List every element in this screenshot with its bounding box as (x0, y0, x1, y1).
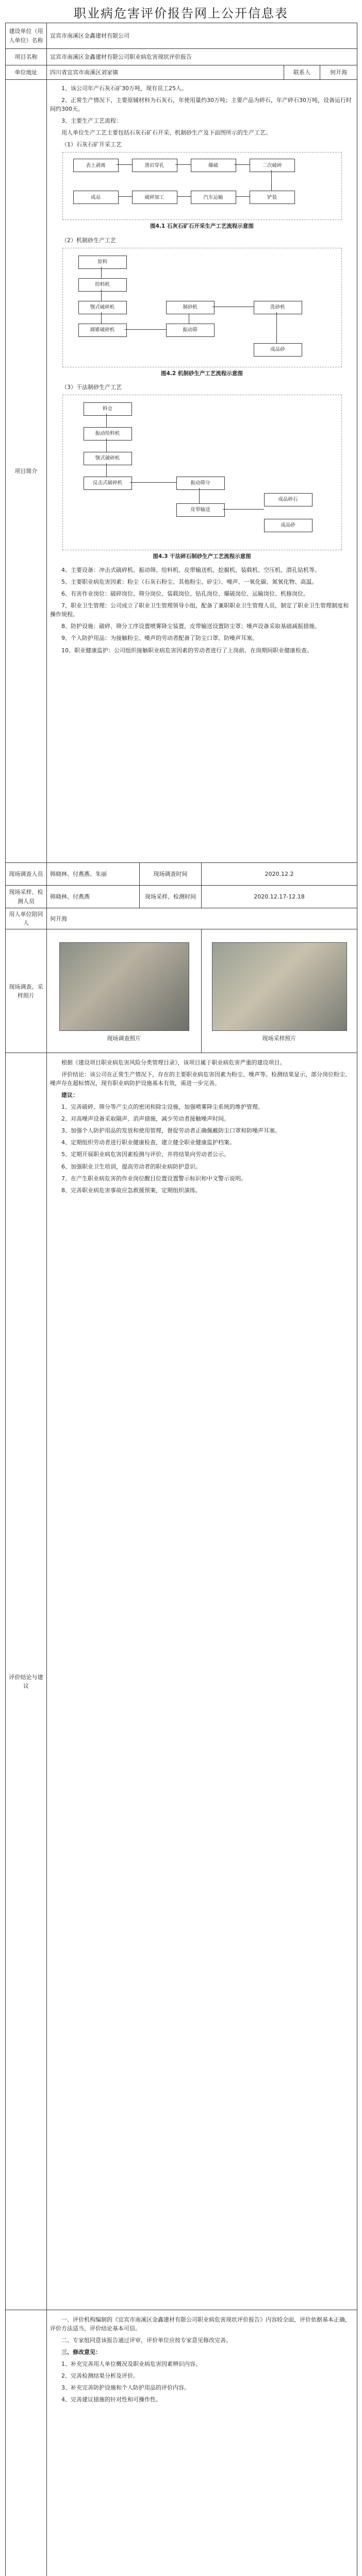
flow-arrow (101, 312, 102, 324)
address-value: 四川省宜宾市南溪区刘家镇 (47, 65, 284, 80)
flow-intro: 用人单位生产工艺主要包括石灰石矿石开采、机制砂生产及下面图所示的生产工艺。 (61, 129, 271, 137)
employer-rep-label: 用人单位陪同人 (6, 908, 47, 929)
fig2-title: （2）机制砂生产工艺 (61, 236, 116, 244)
sampling-date-label: 现场采样、检测时间 (140, 886, 202, 908)
overview-paragraph: 1、该公司年产石灰石矿30万吨，现有员工25人。 (61, 85, 187, 92)
survey-photo-cell (47, 929, 202, 1053)
flow-box: 洗砂机 (254, 301, 302, 314)
contact-value: 何开海 (320, 65, 357, 80)
conclusion-paragraph: 8、完善职业病危害事故应急救援预案，定期组织演练。 (61, 1187, 201, 1194)
survey-people: 韩晓林、付燕燕、朱丽 (47, 863, 140, 886)
overview-label: 项目简介 (6, 80, 47, 863)
table-row (6, 49, 357, 65)
client-label: 建设单位（用人单位）名称 (6, 23, 47, 49)
flow-arrow (125, 329, 166, 330)
overview-item: 4、主要设备：冲击式破碎机、振动筛、给料机、皮带输送机、挖掘机、装载机、空压机、潜孔钻机等。 (61, 567, 320, 574)
project-name-label: 项目名称 (6, 49, 47, 65)
flow-box: 二次破碎 (250, 159, 295, 172)
tech-review-paragraph: 3、补充完善防护设施和个人防护用品的评价内容。 (61, 2384, 190, 2392)
tech-review-label (6, 2310, 47, 2576)
client-value: 宜宾市南溪区金鑫建材有限公司 (47, 23, 357, 49)
table-row (6, 1053, 357, 2310)
conclusion-paragraph: 6、加强职业卫生培训，提高劳动者的职业病防护意识。 (61, 1163, 201, 1170)
survey-label: 现场调查人员 (6, 863, 47, 886)
overview-item: 10、职业健康监护：公司组织接触职业病危害因素的劳动者进行了上岗前、在岗期间职业健康检查。 (61, 647, 312, 654)
tech-review-paragraph: 4、完善建议措施的针对性和可操作性。 (61, 2396, 161, 2403)
fig3-title: （3）干法制砂生产工艺 (61, 383, 122, 391)
flow-box: 凿岩穿孔 (132, 159, 177, 172)
conclusion-content (47, 1053, 357, 2310)
flow-arrow (106, 463, 107, 477)
tech-review-paragraph: 一、评价机构编制的《宜宾市南溪区金鑫建材有限公司职业病危害现状评价报告》内容较全面，评价依据基本正确，评价方法适当，评价结论基本可信。 (50, 2316, 351, 2332)
flow-box: 圆锥破碎机 (78, 324, 127, 337)
conclusion-paragraph: 1、完善破碎、筛分等产尘点的密闭和除尘设施，加强喷雾降尘系统的维护管理。 (61, 1104, 264, 1111)
conclusion-paragraph: 评价结论：该公司在正常生产情况下，存在的主要职业病危害因素为粉尘、噪声等。检测结果显示，部分岗位粉尘、噪声存在超标情况，现有职业病防护设施基本有效，需进一步完善。 (50, 1071, 351, 1087)
conclusion-paragraph: 2、对高噪声设备采取隔声、消声措施，减少劳动者接触噪声时间。 (61, 1115, 229, 1123)
flow-arrow (199, 488, 200, 503)
tech-review-content (47, 2310, 357, 2576)
table-row (6, 886, 357, 908)
flow-arrow (101, 290, 102, 301)
fig1-caption: 图4.1 石灰石矿石开采生产工艺流程示意图 (150, 223, 254, 230)
flow-arrow (234, 196, 250, 197)
flow-box: 振动给料机 (84, 427, 132, 440)
address-label: 单位地址 (6, 65, 47, 80)
tech-review-paragraph: 1、补充完善用人单位概况及职业病危害因素辨识内容。 (61, 2361, 201, 2368)
flow-arrow (106, 414, 107, 427)
flow-box: 成品砂 (254, 343, 302, 357)
conclusion-paragraph: 3、加强个人防护用品的发放和使用管理，督促劳动者正确佩戴防尘口罩和防噪声耳塞。 (61, 1127, 281, 1134)
flow-box: 原料 (78, 256, 127, 269)
sampling-photo (212, 942, 347, 1031)
flow-box: 成品砂 (264, 519, 312, 532)
page-title: 职业病危害评价报告网上公开信息表 (74, 6, 288, 21)
conclusion-paragraph: 4、定期组织劳动者进行职业健康检查，建立健全职业健康监护档案。 (61, 1139, 235, 1146)
sampling-date-value: 2020.12.17-12.18 (202, 886, 357, 908)
flow-box: 铲装 (250, 191, 295, 204)
flow-arrow (101, 267, 102, 278)
survey-date-value: 2020.12.2 (202, 863, 357, 886)
sampling-people: 韩晓林、付燕燕 (47, 886, 140, 908)
table-row (6, 80, 357, 863)
flow-box: 料仓 (84, 402, 132, 416)
overview-paragraph: 3、主要生产工艺流程： (61, 117, 122, 125)
flow-box: 制砂机 (166, 301, 215, 314)
employer-rep-value: 何开海 (47, 908, 357, 929)
project-name-value: 宜宾市南溪区金鑫建材有限公司职业病危害现状评价报告 (47, 49, 357, 65)
flow-box: 给料机 (78, 278, 127, 292)
flow-box: 汽车运输 (191, 191, 236, 204)
sampling-photo-caption: 现场采样照片 (262, 1035, 297, 1042)
flow-arrow (117, 164, 132, 165)
flow-box: 成品 (73, 191, 119, 204)
flow-box: 爆破 (191, 159, 236, 172)
table-row (6, 908, 357, 929)
table-row (6, 65, 357, 80)
survey-photo (59, 942, 189, 1031)
fig2-caption: 图4.2 机制砂生产工艺流程示意图 (161, 370, 243, 377)
flow-arrow (175, 196, 191, 197)
contact-label: 联系人 (284, 65, 320, 80)
fig1-flowchart (62, 152, 342, 220)
fig2-flowchart (62, 248, 342, 367)
fig1-title: （1）石灰石矿开采工艺 (61, 141, 122, 148)
conclusion-paragraph: 根据《建设项目职业病危害风险分类管理目录》，该项目属于职业病危害严重的建设项目。 (61, 1059, 286, 1066)
flow-box: 颚式破碎机 (78, 301, 127, 314)
fig3-flowchart (62, 395, 342, 550)
flow-box: 振动筛分 (176, 477, 225, 490)
overview-item: 5、主要职业病危害因素：粉尘（石灰石粉尘、其他粉尘、矽尘）、噪声、一氧化碳、氮氧化物、高温。 (61, 579, 318, 586)
flow-arrow (276, 312, 277, 343)
overview-content (47, 80, 357, 863)
survey-photo-caption: 现场调查照片 (107, 1035, 141, 1042)
flow-arrow (175, 164, 191, 165)
tech-review-paragraph: 二、专家组同意该报告通过评审，评价单位应按专家意见修改完善。 (61, 2337, 232, 2344)
flow-box: 破碎加工 (132, 191, 177, 204)
flow-arrow (130, 482, 176, 483)
flow-box: 表土剥离 (73, 159, 119, 172)
overview-item: 8、防护设施：破碎、筛分工序设置喷雾降尘装置，皮带输送设置防尘罩；噪声设备采取基础减振措施。 (61, 623, 320, 630)
conclusion-label: 评价结论与建议 (6, 1053, 47, 2310)
survey-date-label: 现场调查时间 (140, 863, 202, 886)
conclusion-paragraph: 7、在产生职业病危害的作业岗位醒目位置设置警示标识和中文警示说明。 (61, 1175, 246, 1182)
flow-box: 皮带输送 (176, 503, 225, 517)
tech-review-paragraph: 三、修改意见： (61, 2349, 101, 2356)
overview-item: 7、职业卫生管理：公司成立了职业卫生管理领导小组，配备了兼职职业卫生管理人员，制定了职业卫生管理制度和操作规程。 (50, 602, 349, 618)
sampling-label: 现场采样、检测人员 (6, 886, 47, 908)
tech-review-paragraph: 2、完善检测结果分析及评价。 (61, 2372, 139, 2380)
flow-arrow (223, 509, 264, 510)
flow-box: 反击式破碎机 (84, 477, 132, 490)
flow-arrow (106, 438, 107, 452)
flow-box: 振动筛 (166, 324, 215, 337)
overview-item: 9、个人防护用品：为接触粉尘、噪声的劳动者配备了防尘口罩、防噪声耳塞。 (61, 635, 258, 642)
flow-arrow (234, 164, 250, 165)
info-table (5, 23, 357, 2576)
conclusion-paragraph: 5、定期开展职业病危害因素检测与评价，并将结果向劳动者公示。 (61, 1151, 229, 1158)
overview-item: 6、有害作业岗位：破碎岗位、筛分岗位、装载岗位、钻孔岗位、爆破岗位、运输岗位、机修岗位。 (61, 590, 309, 598)
photos-label: 现场调查、采样照片 (6, 929, 47, 1053)
flow-arrow (271, 170, 272, 191)
fig3-caption: 图4.3 干法碎石制砂生产工艺流程示意图 (153, 553, 251, 560)
table-row (6, 2310, 357, 2576)
table-row (6, 929, 357, 1053)
table-row (6, 863, 357, 886)
flow-box: 成品碎石 (264, 493, 312, 506)
overview-paragraph: 2、正常生产情况下，主要原辅材料为石灰石，年使用量约30万吨；主要产品为碎石，年产碎石30万吨，设备运行时间约300天。 (50, 97, 352, 113)
conclusion-paragraph: 建议： (61, 1092, 78, 1099)
sampling-photo-cell (202, 929, 357, 1053)
flow-arrow (117, 196, 132, 197)
table-row (6, 23, 357, 49)
flow-box: 颚式破碎机 (84, 452, 132, 465)
